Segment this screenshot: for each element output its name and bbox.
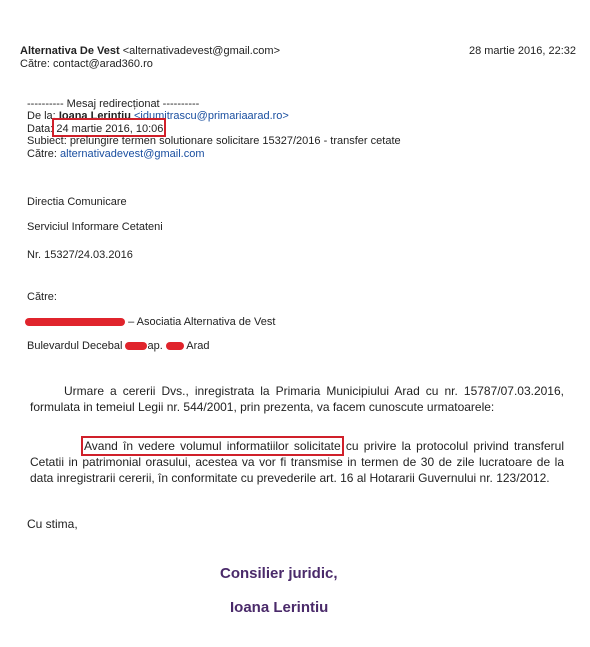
forward-to-value[interactable]: alternativadevest@gmail.com xyxy=(60,148,205,160)
forward-from-name: Ioana Lerintiu xyxy=(58,110,131,122)
closing: Cu stima, xyxy=(27,517,78,531)
forward-from-email[interactable]: <idumitrascu@primariaarad.ro> xyxy=(134,110,289,122)
paragraph-2-rest: cu privire la protocolul privind transferul Cetatii in patrimonial orasului, acestea va vor fi transmise in termen de 30 de zile lucratoare de la data inregistrarii cererii, în conformitate cu prevederile art. 16 al Hotararii Guvernului nr. 123/2012. xyxy=(30,439,564,485)
redaction-mark xyxy=(166,342,184,350)
redaction-mark xyxy=(25,318,125,326)
forward-subject xyxy=(27,135,401,147)
signature-name: Ioana Lerintiu xyxy=(230,599,329,616)
recipient-label: Către: xyxy=(27,291,57,303)
address-ap: ap. xyxy=(147,340,163,352)
highlighted-phrase: Avand în vedere volumul informatiilor solicitate xyxy=(84,439,341,453)
letter-dept: Directia Comunicare xyxy=(27,196,127,208)
sender-email: <alternativadevest@gmail.com> xyxy=(122,45,281,57)
forward-date-value: 24 martie 2016, 10:06 xyxy=(56,123,164,135)
recipient-line xyxy=(25,316,275,328)
address-city: Arad xyxy=(186,340,210,352)
paragraph-1: Urmare a cererii Dvs., inregistrata la Primaria Municipiului Arad cu nr. 15787/07.03.2016, formulata in temeiul Legii nr. 544/2001, prin prezenta, va facem cunoscute urmatoarele: xyxy=(30,384,564,414)
forward-date-label: Data: xyxy=(27,123,54,135)
address-line xyxy=(27,340,210,352)
forward-from-label: De la: xyxy=(27,110,56,122)
paragraph-2 xyxy=(30,438,564,486)
redaction-mark xyxy=(125,342,147,350)
email-sender xyxy=(20,45,280,57)
email-date: 28 martie 2016, 22:32 xyxy=(468,45,576,57)
forward-subject-label: Subiect: xyxy=(27,135,67,147)
sender-name: Alternativa De Vest xyxy=(20,45,120,57)
email-to-value: contact@arad360.ro xyxy=(53,58,153,70)
signature-title: Consilier juridic, xyxy=(220,565,338,582)
email-to xyxy=(20,58,153,70)
email-to-label: Către: xyxy=(20,58,50,70)
forward-subject-value: prelungire termen solutionare solicitare 15327/2016 - transfer cetate xyxy=(69,135,401,147)
address-street: Bulevardul Decebal xyxy=(27,340,123,352)
forward-header: ---------- Mesaj redirecționat ---------- xyxy=(27,98,200,110)
forward-to-label: Către: xyxy=(27,148,57,160)
recipient-org: – Asociatia Alternativa de Vest xyxy=(128,316,276,328)
letter-number: Nr. 15327/24.03.2016 xyxy=(27,249,133,261)
letter-service: Serviciul Informare Cetateni xyxy=(27,221,163,233)
forward-to xyxy=(27,148,204,160)
